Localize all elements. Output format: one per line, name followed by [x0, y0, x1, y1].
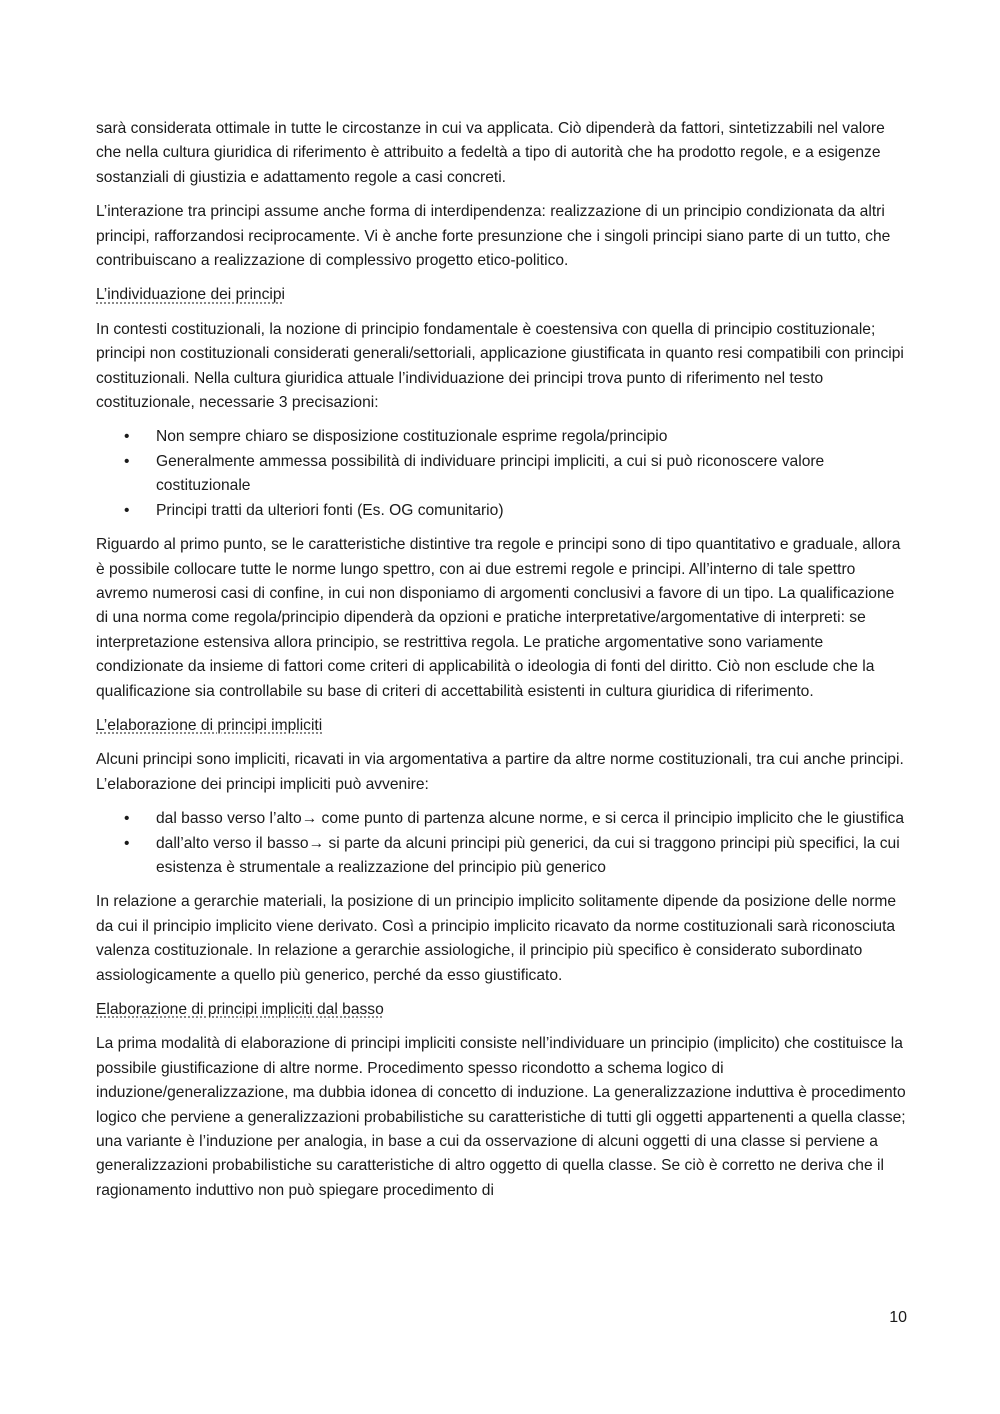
list-item: • dall’alto verso il basso→ si parte da alcuni principi più generici, da cui si traggono principi più specifici, la cui esistenza è strumentale a realizzazione del principio più generico	[96, 832, 908, 881]
bullet-icon: •	[124, 834, 130, 852]
bullet-icon: •	[124, 501, 130, 519]
list-item: • dal basso verso l’alto→ come punto di partenza alcune norme, e si cerca il principio implicito che le giustifica	[96, 807, 908, 831]
paragraph: In contesti costituzionali, la nozione di principio fondamentale è coestensiva con quella di principio costituzionale; principi non costituzionali considerati generali/settoriali, applicazione giustificata in quanto resi compatibili con principi costituzionali. Nella cultura giuridica attuale l’individuazione dei principi trova punto di riferimento nel testo costituzionale, necessarie 3 precisazioni:	[96, 320, 904, 412]
bullet-icon: •	[124, 452, 130, 470]
paragraph: La prima modalità di elaborazione di principi impliciti consiste nell’individuare un principio (implicito) che costituisce la possibile giustificazione di altre norme. Procedimento spesso ricondotto a schema logico di induzione/generalizzazione, ma dubbia idonea di concetto di induzione. La generalizzazione induttiva è procedimento logico che perviene a generalizzazioni probabilistiche su caratteristiche di tutti gli oggetti appartenenti a quella classe; una variante è l’induzione per analogia, in base a cui da osservazione di alcuni oggetti di una classe si perviene a generalizzazioni probabilistiche su caratteristiche di altro oggetto di quella classe. Se ciò è corretto ne deriva che il ragionamento induttivo non può spiegare procedimento di	[96, 1035, 906, 1199]
paragraph: Alcuni principi sono impliciti, ricavati in via argomentativa a partire da altre norme costituzionali, tra cui anche principi. L’elaborazione dei principi impliciti può avvenire:	[96, 751, 904, 793]
section-heading: L’individuazione dei principi	[96, 286, 285, 304]
bullet-list	[96, 425, 908, 523]
document-body	[96, 117, 908, 1213]
list-item: • Principi tratti da ulteriori fonti (Es. OG comunitario)	[96, 499, 908, 523]
page-number: 10	[889, 1309, 907, 1326]
bullet-icon: •	[124, 810, 130, 828]
section-heading: L’elaborazione di principi impliciti	[96, 716, 323, 734]
paragraph: L’interazione tra principi assume anche forma di interdipendenza: realizzazione di un principio condizionata da altri principi, rafforzandosi reciprocamente. Vi è anche forte presunzione che i singoli principi siano parte di un tutto, che contribuiscano a realizzazione di complessivo progetto etico-politico.	[96, 203, 891, 270]
bullet-icon: •	[124, 428, 130, 446]
paragraph: sarà considerata ottimale in tutte le circostanze in cui va applicata. Ciò dipenderà da fattori, sintetizzabili nel valore che nella cultura giuridica di riferimento è attribuito a fedeltà a tipo di autorità che ha prodotto regole, e a esigenze sostanziali di giustizia e adattamento regole a casi concreti.	[96, 120, 885, 186]
section-heading: Elaborazione di principi impliciti dal basso	[96, 1001, 384, 1018]
list-item: • Generalmente ammessa possibilità di individuare principi impliciti, a cui si può riconoscere valore costituzionale	[96, 450, 908, 499]
bullet-list	[96, 807, 908, 880]
list-item: • Non sempre chiaro se disposizione costituzionale esprime regola/principio	[96, 425, 908, 449]
paragraph: Riguardo al primo punto, se le caratteristiche distintive tra regole e principi sono di tipo quantitativo e graduale, allora è possibile collocare tutte le norme lungo spettro, con ai due estremi regole e principi. All’interno di tale spettro avremo numerosi casi di confine, in cui non disponiamo di argomenti conclusivi a favore di un tipo. La qualificazione di una norma come regola/principio dipenderà da opzioni e pratiche interpretative/argomentative di interpreti: se interpretazione estensiva allora principio, se restrittiva regola. Le pratiche argomentative sono variamente condizionate da insieme di fattori come criteri di applicabilità o ideologia di fonti del diritto. Ciò non esclude che la qualificazione sia controllabile su base di criteri di accettabilità esistenti in cultura giuridica di riferimento.	[96, 536, 901, 700]
paragraph: In relazione a gerarchie materiali, la posizione di un principio implicito solitamente dipende da posizione delle norme da cui il principio implicito viene derivato. Così a principio implicito ricavato da norme costituzionali sarà riconosciuta valenza costituzionale. In relazione a gerarchie assiologiche, il principio più specifico è considerato subordinato assiologicamente a quello più generico, perché da esso giustificato.	[96, 893, 897, 984]
